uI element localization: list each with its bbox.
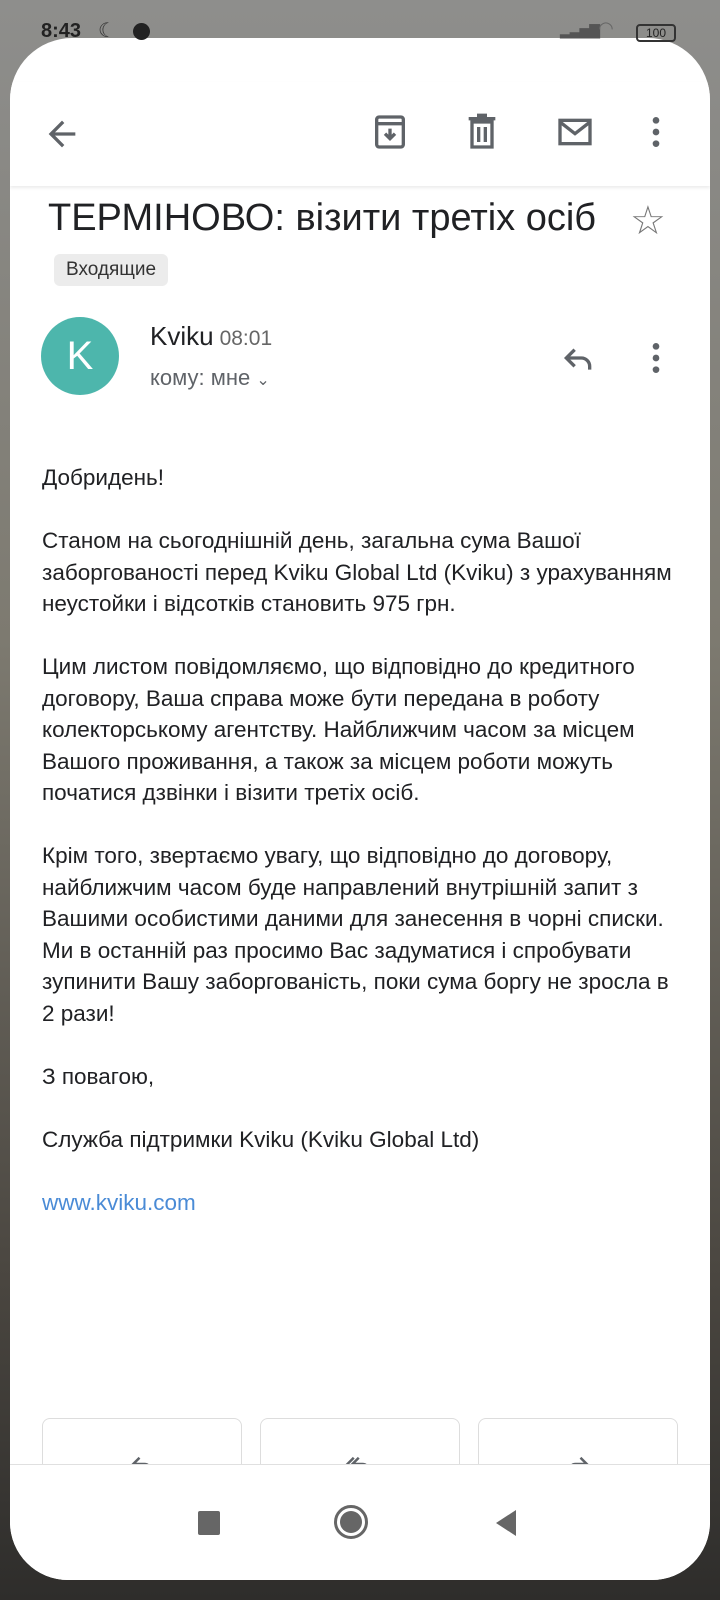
email-subject — [48, 190, 628, 302]
battery-icon: 100 — [636, 24, 676, 42]
star-icon[interactable]: ☆ — [630, 199, 666, 243]
body-paragraph: Добридень! — [42, 465, 165, 490]
avatar[interactable]: K — [41, 317, 119, 395]
signal-icon: ▂▃▅▇ — [560, 22, 600, 38]
gmail-screen — [10, 38, 710, 1580]
recents-button[interactable] — [198, 1511, 220, 1535]
trash-icon[interactable] — [462, 112, 502, 152]
email-time: 08:01 — [219, 327, 273, 350]
dnd-icon — [133, 23, 150, 40]
moon-icon: ☾ — [98, 20, 116, 42]
wifi-icon: ◠ — [598, 18, 614, 38]
back-button[interactable] — [496, 1510, 516, 1536]
top-app-bar — [10, 82, 710, 186]
body-paragraph: Цим листом повідомляємо, що відповідно до кредитного договору, Ваша справа може бути передана в роботу колекторському агентству. Найближчим часом за місцем Вашого проживання, а також за місцем роботи можуть початися дзвінки і візити третіх осіб. — [42, 654, 635, 805]
sender-name: Kviku — [150, 321, 214, 351]
system-nav-bar — [10, 1464, 710, 1580]
arrow-back-icon[interactable] — [42, 114, 82, 154]
home-button[interactable] — [334, 1505, 368, 1539]
body-paragraph: Станом на сьогоднішній день, загальна сума Вашої заборгованості перед Kviku Global Ltd (Kviku) з урахуванням неустойки і відсотків становить 975 грн. — [42, 528, 672, 616]
reply-icon[interactable] — [558, 338, 598, 378]
recipient: кому: мне — [150, 365, 251, 390]
sender-line — [150, 321, 272, 352]
status-bar — [0, 0, 720, 40]
body-paragraph: Крім того, звертаємо увагу, що відповідно до договору, найближчим часом буде направлений внутрішній запит з Вашими особистими даними для занесення в чорні списки. Ми в останній раз просимо Вас задуматися і спробувати зупинити Вашу заборгованість, поки сума боргу не зросла в 2 рази! — [42, 843, 669, 1026]
chevron-down-icon: ⌄ — [256, 372, 270, 389]
mail-icon[interactable] — [554, 112, 596, 152]
status-time: 8:43 — [41, 20, 82, 42]
recipient-toggle[interactable] — [150, 365, 270, 391]
more-vert-icon[interactable] — [636, 112, 676, 152]
archive-icon[interactable] — [370, 112, 410, 152]
email-body — [42, 462, 672, 1250]
website-link[interactable]: www.kviku.com — [42, 1189, 196, 1215]
subject-text: ТЕРМІНОВО: візити третіх осіб — [48, 197, 597, 239]
more-vert-icon[interactable] — [636, 338, 676, 378]
body-paragraph: З повагою, — [42, 1063, 155, 1089]
inbox-label-chip[interactable]: Входящие — [54, 254, 168, 286]
body-paragraph: Служба підтримки Kviku (Kviku Global Ltd) — [42, 1126, 480, 1152]
